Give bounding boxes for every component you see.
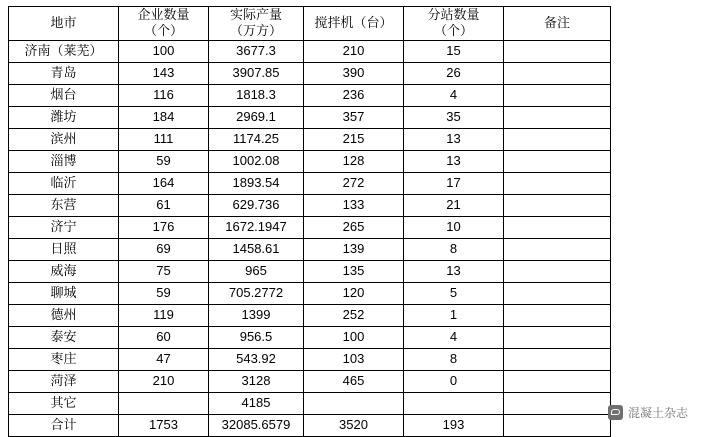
cell-remark [504, 84, 611, 106]
table-row [9, 172, 611, 194]
table-row [9, 348, 611, 370]
cell-substations: 1 [404, 304, 504, 326]
header-line: 分站数量 [427, 7, 480, 22]
cell-city: 枣庄 [9, 348, 119, 370]
cell-remark [504, 392, 611, 414]
cell-output: 1458.61 [209, 238, 304, 260]
cell-mixers: 3520 [304, 414, 404, 436]
cell-city: 青岛 [9, 62, 119, 84]
header-line: （万方） [229, 23, 282, 39]
chat-bubble-icon [608, 405, 623, 420]
table-container [8, 6, 610, 437]
cell-enterprises: 1753 [119, 414, 209, 436]
cell-enterprises: 184 [119, 106, 209, 128]
header-cell-city [9, 7, 119, 41]
header-row [9, 7, 611, 41]
cell-city: 合计 [9, 414, 119, 436]
table-row [9, 370, 611, 392]
table-row [9, 128, 611, 150]
cell-city: 日照 [9, 238, 119, 260]
cell-city: 泰安 [9, 326, 119, 348]
header-line: 搅拌机（台） [314, 15, 393, 31]
cell-remark [504, 40, 611, 62]
cell-output: 3907.85 [209, 62, 304, 84]
concrete-statistics-table [8, 6, 611, 437]
table-body [9, 40, 611, 436]
cell-output: 32085.6579 [209, 414, 304, 436]
cell-output: 1818.3 [209, 84, 304, 106]
cell-mixers: 135 [304, 260, 404, 282]
header-cell-enterprises [119, 7, 209, 41]
cell-substations: 13 [404, 150, 504, 172]
cell-city: 济宁 [9, 216, 119, 238]
cell-city: 潍坊 [9, 106, 119, 128]
cell-mixers: 390 [304, 62, 404, 84]
table-row [9, 194, 611, 216]
cell-substations: 13 [404, 260, 504, 282]
cell-enterprises: 111 [119, 128, 209, 150]
table-row [9, 216, 611, 238]
cell-enterprises: 100 [119, 40, 209, 62]
cell-city: 菏泽 [9, 370, 119, 392]
cell-city: 烟台 [9, 84, 119, 106]
cell-substations: 193 [404, 414, 504, 436]
cell-substations: 8 [404, 348, 504, 370]
watermark [608, 404, 688, 421]
cell-city: 东营 [9, 194, 119, 216]
cell-substations: 26 [404, 62, 504, 84]
cell-remark [504, 216, 611, 238]
cell-enterprises: 164 [119, 172, 209, 194]
cell-mixers: 252 [304, 304, 404, 326]
table-row [9, 150, 611, 172]
cell-mixers: 120 [304, 282, 404, 304]
cell-substations: 17 [404, 172, 504, 194]
cell-mixers: 210 [304, 40, 404, 62]
cell-enterprises: 119 [119, 304, 209, 326]
cell-substations: 5 [404, 282, 504, 304]
cell-enterprises: 75 [119, 260, 209, 282]
cell-enterprises: 69 [119, 238, 209, 260]
table-row [9, 392, 611, 414]
cell-city: 临沂 [9, 172, 119, 194]
cell-enterprises: 61 [119, 194, 209, 216]
cell-mixers: 128 [304, 150, 404, 172]
cell-remark [504, 194, 611, 216]
cell-city: 淄博 [9, 150, 119, 172]
cell-output: 543.92 [209, 348, 304, 370]
cell-output: 2969.1 [209, 106, 304, 128]
cell-substations: 21 [404, 194, 504, 216]
table-header [9, 7, 611, 41]
cell-remark [504, 62, 611, 84]
cell-enterprises: 47 [119, 348, 209, 370]
table-row [9, 62, 611, 84]
cell-output: 956.5 [209, 326, 304, 348]
cell-output: 1002.08 [209, 150, 304, 172]
cell-output: 3128 [209, 370, 304, 392]
cell-remark [504, 304, 611, 326]
cell-city: 济南（莱芜） [9, 40, 119, 62]
cell-mixers: 103 [304, 348, 404, 370]
cell-output: 965 [209, 260, 304, 282]
table-row [9, 260, 611, 282]
cell-substations: 4 [404, 84, 504, 106]
cell-mixers: 100 [304, 326, 404, 348]
table-row [9, 40, 611, 62]
cell-mixers: 215 [304, 128, 404, 150]
cell-output: 1672.1947 [209, 216, 304, 238]
cell-mixers: 236 [304, 84, 404, 106]
cell-remark [504, 370, 611, 392]
cell-remark [504, 128, 611, 150]
cell-output: 1174.25 [209, 128, 304, 150]
cell-remark [504, 282, 611, 304]
cell-remark [504, 150, 611, 172]
cell-remark [504, 326, 611, 348]
cell-output: 3677.3 [209, 40, 304, 62]
cell-remark [504, 260, 611, 282]
cell-substations [404, 392, 504, 414]
table-row [9, 106, 611, 128]
cell-city: 聊城 [9, 282, 119, 304]
cell-city: 其它 [9, 392, 119, 414]
header-cell-output [209, 7, 304, 41]
header-line: 备注 [543, 15, 570, 31]
cell-substations: 8 [404, 238, 504, 260]
cell-enterprises: 116 [119, 84, 209, 106]
cell-mixers: 139 [304, 238, 404, 260]
cell-mixers: 265 [304, 216, 404, 238]
header-line: 实际产量 [229, 7, 282, 22]
cell-mixers: 357 [304, 106, 404, 128]
cell-output: 629.736 [209, 194, 304, 216]
cell-remark [504, 172, 611, 194]
header-cell-substations [404, 7, 504, 41]
cell-substations: 15 [404, 40, 504, 62]
header-cell-mixers [304, 7, 404, 41]
cell-mixers: 465 [304, 370, 404, 392]
cell-output: 1399 [209, 304, 304, 326]
watermark-label: 混凝土杂志 [627, 406, 688, 420]
cell-enterprises: 143 [119, 62, 209, 84]
header-cell-remark [504, 7, 611, 41]
cell-enterprises: 60 [119, 326, 209, 348]
header-line: 企业数量 [137, 7, 190, 22]
cell-mixers: 133 [304, 194, 404, 216]
cell-substations: 35 [404, 106, 504, 128]
cell-output: 4185 [209, 392, 304, 414]
cell-remark [504, 348, 611, 370]
cell-enterprises: 59 [119, 282, 209, 304]
table-row [9, 326, 611, 348]
cell-city: 滨州 [9, 128, 119, 150]
cell-remark [504, 238, 611, 260]
cell-output: 705.2772 [209, 282, 304, 304]
cell-city: 德州 [9, 304, 119, 326]
cell-substations: 4 [404, 326, 504, 348]
cell-substations: 0 [404, 370, 504, 392]
header-line: （个） [433, 23, 473, 39]
cell-substations: 10 [404, 216, 504, 238]
cell-enterprises: 176 [119, 216, 209, 238]
cell-enterprises [119, 392, 209, 414]
table-row [9, 238, 611, 260]
cell-substations: 13 [404, 128, 504, 150]
cell-output: 1893.54 [209, 172, 304, 194]
table-row [9, 282, 611, 304]
header-line: 地市 [50, 15, 77, 31]
cell-enterprises: 59 [119, 150, 209, 172]
cell-mixers: 272 [304, 172, 404, 194]
cell-remark [504, 106, 611, 128]
cell-enterprises: 210 [119, 370, 209, 392]
header-line: （个） [143, 23, 183, 39]
table-row [9, 304, 611, 326]
cell-mixers [304, 392, 404, 414]
cell-city: 威海 [9, 260, 119, 282]
table-row [9, 84, 611, 106]
